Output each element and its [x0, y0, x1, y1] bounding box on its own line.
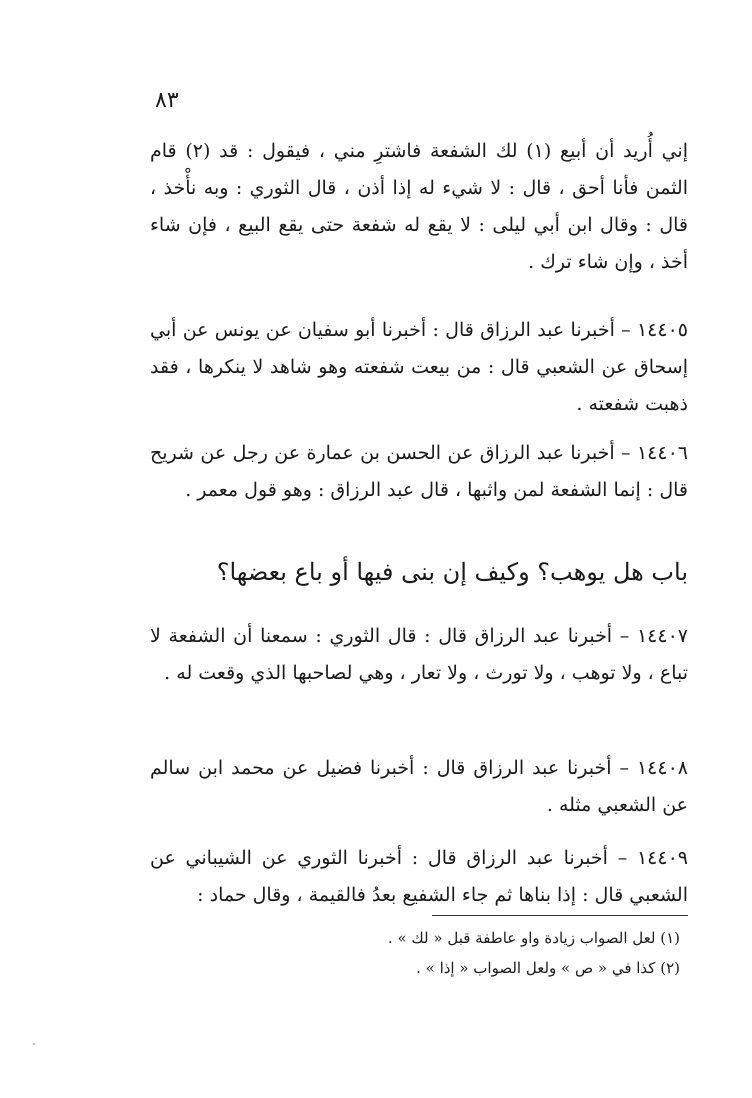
- paragraph-14409: [150, 840, 688, 914]
- paragraph-14407: [150, 618, 688, 692]
- paragraph-text: إني أُريد أن أبيع (١) لك الشفعة فاشترِ مني ، فيقول : قد (٢) قام الثمن فأنا أحق ، قال : لا شيء له إذا أذن ، قال الثوري : وبه نأْخذ ، قال : وقال ابن أبي ليلى : لا يقع له شفعة حتى يقع البيع ، فإن شاء أخذ ، وإن شاء ترك .: [150, 140, 688, 273]
- paragraph-text: ١٤٤٠٥ – أخبرنا عبد الرزاق قال : أخبرنا أبو سفيان عن يونس عن أبي إسحاق عن الشعبي قال : من بيعت شفعته وهو شاهد لا ينكرها ، فقد ذهبت شفعته .: [150, 319, 688, 415]
- paragraph-continuation: [150, 133, 688, 281]
- paragraph-14405: [150, 312, 688, 423]
- footnote-2: (٢) كذا في « ص » ولعل الصواب « إذا » .: [416, 959, 680, 977]
- paragraph-text: ١٤٤٠٦ – أخبرنا عبد الرزاق عن الحسن بن عمارة عن رجل عن شريح قال : إنما الشفعة لمن واثبها ، قال عبد الرزاق : وهو قول معمر .: [150, 442, 688, 501]
- paragraph-text: ١٤٤٠٨ – أخبرنا عبد الرزاق قال : أخبرنا فضيل عن محمد ابن سالم عن الشعبي مثله .: [150, 757, 688, 816]
- paragraph-text: ١٤٤٠٧ – أخبرنا عبد الرزاق قال : قال الثوري : سمعنا أن الشفعة لا تباع ، ولا توهب ، ولا تورث ، ولا تعار ، وهي لصاحبها الذي وقعت له .: [150, 625, 688, 684]
- chapter-heading: باب هل يوهب؟ وكيف إن بنى فيها أو باع بعضها؟: [216, 558, 688, 586]
- page-number: ٨٣: [155, 88, 179, 113]
- paragraph-14406: [150, 435, 688, 509]
- footnote-1: (١) لعل الصواب زيادة واو عاطفة قبل « لك » .: [387, 929, 680, 947]
- footnotes: [150, 923, 680, 983]
- scan-speck: [33, 1043, 35, 1045]
- paragraph-14408: [150, 750, 688, 824]
- footnote-divider: [432, 915, 688, 916]
- paragraph-text: ١٤٤٠٩ – أخبرنا عبد الرزاق قال : أخبرنا الثوري عن الشيباني عن الشعبي قال : إذا بناها ثم جاء الشفيع بعدُ فالقيمة ، وقال حماد :: [150, 847, 688, 906]
